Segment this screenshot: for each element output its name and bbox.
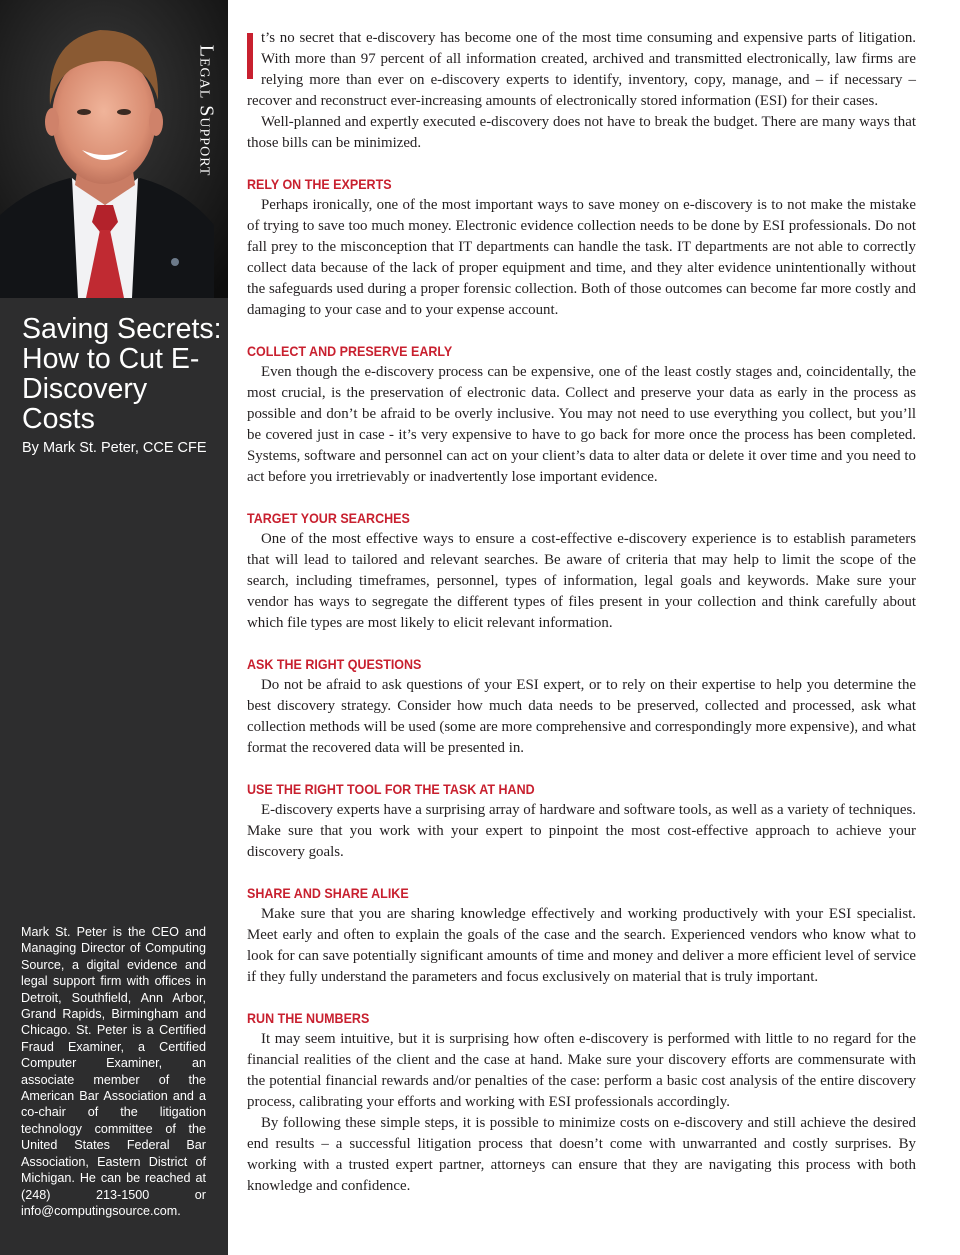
paragraph-closing: By following these simple steps, it is possible to minimize costs on e-discovery and still achieve the desired end results – a successful litigation process that doesn’t come with unwarranted and costly surprises. By working with a trusted expert partner, attorneys can ensure that they are navigating this process with both knowledge and confidence. bbox=[247, 1115, 916, 1194]
paragraph-rely-on-experts: Perhaps ironically, one of the most important ways to save money on e-discovery is to not make the mistake of trying to save too much money. Electronic evidence collection needs to be done by ESI professionals. Do not fall prey to the misconception that IT departments can handle the task. IT departments are not able to correctly collect data because of the lack of proper equipment and time, and they alter evidence unintentionally without the safeguards used during a proper forensic collection. Both of those outcomes can become far more costly and damaging to your case and to your expense account. bbox=[247, 197, 916, 318]
paragraph-ask-questions: Do not be afraid to ask questions of your ESI expert, or to rely on their expertise to help you determine the best discovery strategy. Consider how much data needs to be preserved, collected and processed, ask what collection methods will be used (some are more comprehensive and correspondingly more expensive), and what format the recovered data will be presented in. bbox=[247, 677, 916, 756]
intro-paragraph-2: Well-planned and expertly executed e-discovery does not have to break the budget. There are many ways that those bills can be minimized. bbox=[247, 114, 916, 151]
heading-target-searches: TARGET YOUR SEARCHES bbox=[247, 511, 410, 526]
heading-collect-preserve: COLLECT AND PRESERVE EARLY bbox=[247, 344, 453, 359]
author-bio: Mark St. Peter is the CEO and Managing Director of Computing Source, a digital evidence and legal support firm with offices in Detroit, Southfield, Ann Arbor, Grand Rapids, Birmingham and Chicago. St. Peter is a Certified Fraud Examiner, a Certified Computer Examiner, an associate member of the American Bar Association and a co-chair of the litigation technology committee of the United States Federal Bar Association, Eastern District of Michigan. He can be reached at (248) 213-1500 or info@computingsource.com. bbox=[21, 925, 206, 1218]
article-title: Saving Secrets: How to Cut E-Discovery Costs bbox=[22, 313, 222, 435]
heading-ask-questions: ASK THE RIGHT QUESTIONS bbox=[247, 657, 422, 672]
section-label bbox=[191, 18, 221, 203]
heading-rely-on-experts: RELY ON THE EXPERTS bbox=[247, 177, 392, 192]
drop-cap bbox=[247, 33, 253, 79]
intro-text: t’s no secret that e-discovery has become one of the most time consuming and expensive parts of litigation. With more than 97 percent of all information created, archived and transmitted electronically, law firms are relying more than ever on e-discovery experts to identify, inventory, copy, manage, and – if necessary – recover and reconstruct ever-increasing amounts of electronically stored information (ESI) for their cases. bbox=[247, 30, 916, 109]
heading-share: SHARE AND SHARE ALIKE bbox=[247, 886, 409, 901]
paragraph-share: Make sure that you are sharing knowledge effectively and working productively with your ESI specialist. Meet early and often to explain the goals of the case and the search. Experienced vendors who know what to look for can save potentially significant amounts of time and money and deliver a more efficient level of service if they fully understand the parameters and focus exclusively on material that is truly important. bbox=[247, 906, 916, 985]
heading-right-tool: USE THE RIGHT TOOL FOR THE TASK AT HAND bbox=[247, 782, 535, 797]
paragraph-run-numbers: It may seem intuitive, but it is surprising how often e-discovery is performed with little to no regard for the financial realities of the client and the case at hand. Make sure your discovery efforts are commensurate with the potential financial rewards and/or penalties of the case: perform a basic cost analysis of the entire discovery process, calibrating your efforts and working with ESI professionals accordingly. bbox=[247, 1031, 916, 1110]
intro-paragraph bbox=[247, 28, 916, 112]
paragraph-target-searches: One of the most effective ways to ensure a cost-effective e-discovery experience is to establish parameters that will lead to tailored and relevant searches. Be aware of criteria that may help to limit the scope of the search, including timeframes, personnel, types of information, legal goals and keywords. Make sure your vendor has ways to segregate the different types of files present in your collection and think carefully about which file types are most likely to elicit relevant information. bbox=[247, 531, 916, 631]
paragraph-collect-preserve: Even though the e-discovery process can be expensive, one of the least costly stages and, coincidentally, the most crucial, is the preservation of electronic data. Collect and preserve your data as early in the process as possible and don’t be afraid to be overly inclusive. You may not need to use everything you collect, but you’ll be covered just in case - it’s very expensive to have to go back for more once the process has been completed. Systems, software and personnel can act on your client’s data to alter data or delete it over time and you need to act before you irretrievably or inadvertently lose important evidence. bbox=[247, 364, 916, 485]
article-body bbox=[247, 28, 916, 1197]
sidebar bbox=[0, 0, 228, 1255]
byline: By Mark St. Peter, CCE CFE bbox=[22, 440, 207, 456]
heading-run-numbers: RUN THE NUMBERS bbox=[247, 1011, 370, 1026]
paragraph-right-tool: E-discovery experts have a surprising array of hardware and software tools, as well as a variety of techniques. Make sure that you work with your expert to pinpoint the most cost-effective approach to achieve your discovery goals. bbox=[247, 802, 916, 860]
section-label-text: Legal Support bbox=[195, 44, 218, 177]
